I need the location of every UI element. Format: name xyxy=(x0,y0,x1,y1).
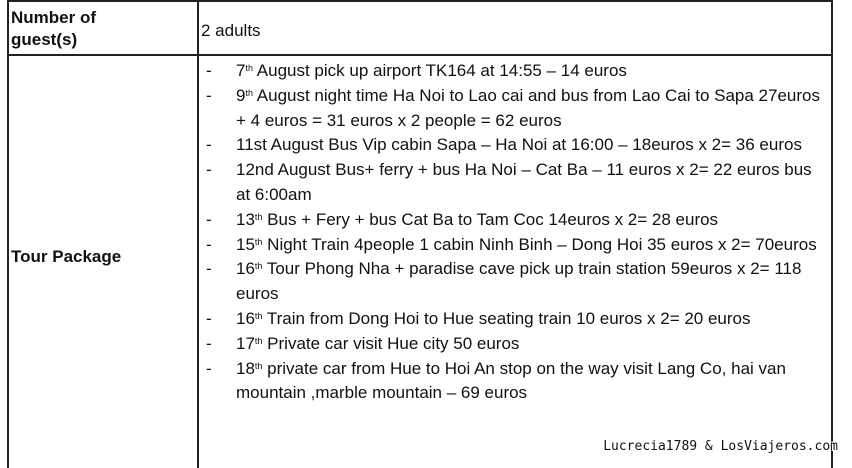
list-item xyxy=(206,332,830,357)
guests-label xyxy=(11,7,96,51)
item-day-suffix: th xyxy=(245,87,253,98)
item-day: 9 xyxy=(236,85,246,105)
item-day: 7 xyxy=(236,61,246,80)
itinerary-list xyxy=(206,59,830,406)
item-text: Tour Phong Nha + paradise cave pick up train station 59euros x 2= 118 euros xyxy=(236,259,802,304)
item-day: 15 xyxy=(236,234,255,254)
list-item xyxy=(206,59,830,84)
item-text: Private car visit Hue city 50 euros xyxy=(262,333,520,353)
item-day: 16 xyxy=(236,259,255,279)
list-item xyxy=(206,84,830,134)
bullet-dash: - xyxy=(206,234,212,254)
list-item xyxy=(206,133,830,158)
list-item xyxy=(206,357,830,407)
list-item xyxy=(206,158,830,208)
bullet-dash: - xyxy=(206,85,212,105)
list-item xyxy=(206,208,830,233)
item-text: private car from Hue to Hoi An stop on the way visit Lang Co, hai van mountain ,marble mountain – 69 euros xyxy=(236,358,786,403)
bullet-dash: - xyxy=(206,160,212,180)
item-day: 18 xyxy=(236,358,255,378)
tour-package-label: Tour Package xyxy=(11,247,122,266)
item-text: Train from Dong Hoi to Hue seating train 10 euros x 2= 20 euros xyxy=(262,308,751,328)
table-right-border xyxy=(831,0,833,468)
table-left-border xyxy=(7,0,9,468)
item-day: 17 xyxy=(236,333,255,353)
item-day-suffix: th xyxy=(254,310,263,321)
item-day-suffix: th xyxy=(254,211,263,222)
guests-label-line1: Number of xyxy=(11,8,96,27)
item-day-suffix: th xyxy=(254,360,263,371)
watermark: Lucrecia1789 & LosViajeros.com xyxy=(603,439,838,454)
bullet-dash: - xyxy=(206,209,212,229)
list-item xyxy=(206,257,830,307)
item-day-suffix: th xyxy=(254,335,263,346)
item-day-suffix: th xyxy=(254,261,263,272)
list-item xyxy=(206,307,830,332)
item-text: August pick up airport TK164 at 14:55 – 14 euros xyxy=(252,61,627,80)
bullet-dash: - xyxy=(206,61,212,80)
bullet-dash: - xyxy=(206,259,212,279)
item-text: Night Train 4people 1 cabin Ninh Binh – Dong Hoi 35 euros x 2= 70euros xyxy=(262,234,817,254)
item-text: 11st August Bus Vip cabin Sapa – Ha Noi at 16:00 – 18euros x 2= 36 euros xyxy=(236,135,802,155)
row-divider xyxy=(7,54,833,56)
item-day-suffix: th xyxy=(254,236,263,247)
bullet-dash: - xyxy=(206,333,212,353)
guests-value: 2 adults xyxy=(201,21,261,40)
table-top-border xyxy=(7,0,833,2)
item-text: 12nd August Bus+ ferry + bus Ha Noi – Cat Ba – 11 euros x 2= 22 euros bus at 6:00am xyxy=(236,160,812,204)
column-divider xyxy=(197,0,199,468)
guests-label-line2: guest(s) xyxy=(11,30,78,49)
bullet-dash: - xyxy=(206,358,212,378)
item-day: 13 xyxy=(236,209,255,229)
list-item xyxy=(206,233,830,258)
item-text: Bus + Fery + bus Cat Ba to Tam Coc 14euros x 2= 28 euros xyxy=(262,209,719,229)
item-day-suffix: th xyxy=(245,63,253,73)
item-text: August night time Ha Noi to Lao cai and bus from Lao Cai to Sapa 27euros + 4 euros = 31 euros x 2 people = 62 euros xyxy=(236,85,820,130)
bullet-dash: - xyxy=(206,135,212,155)
bullet-dash: - xyxy=(206,308,212,328)
item-day: 16 xyxy=(236,308,255,328)
